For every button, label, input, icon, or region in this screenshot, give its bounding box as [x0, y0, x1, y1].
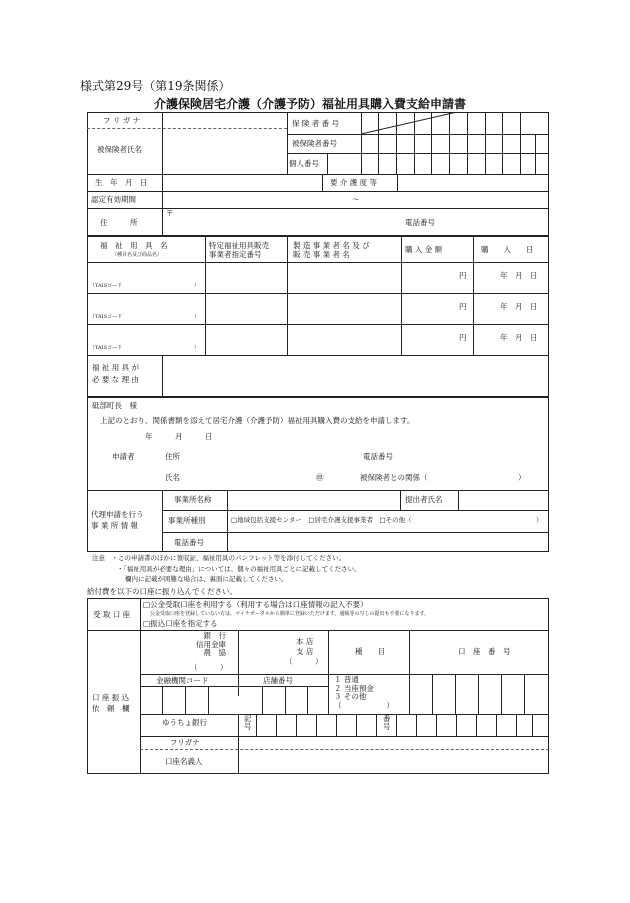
note-2: ・「福祉用具が必要な理由」については、個々の福祉用具ごとに記載してください。 — [117, 565, 361, 573]
branch-paren: （ ） — [285, 657, 323, 666]
holder-furigana-label: フリガナ — [170, 738, 200, 747]
note-3: 欄内に記載が困難な場合は、裏面に記載してください。 — [125, 575, 288, 583]
amount-header: 購 入 金 額 — [405, 245, 443, 254]
submitter-name-label: 提出者氏名 — [405, 495, 443, 504]
office-type-options[interactable]: □地域包括支援センター □居宅介護支援事業者 □その他（ — [231, 516, 412, 524]
tais-code-close: ） — [194, 314, 200, 320]
form-number: 様式第29号（第19条関係） — [80, 79, 231, 93]
insured-number-label: 被保険者番号 — [292, 139, 337, 148]
seal-mark: ㊞ — [316, 473, 324, 482]
yucho-bank-label: ゆうちょ銀行 — [162, 718, 207, 727]
addressee: 砥部町長 様 — [92, 401, 137, 410]
tais-code-close: ） — [194, 283, 200, 289]
insurer-number-label: 保 険 者 番 号 — [292, 119, 340, 128]
application-date: 年 月 日 — [145, 432, 213, 441]
postal-mark: 〒 — [166, 209, 174, 218]
office-name-label: 事業所名称 — [174, 495, 212, 504]
agent-info-label: 代理申請を行う 事 業 所 情 報 — [91, 510, 144, 530]
applicant-label: 申請者 — [112, 452, 135, 461]
yen-unit: 円 — [459, 302, 467, 311]
yen-unit: 円 — [459, 333, 467, 342]
purchase-date-format: 年 月 日 — [500, 271, 538, 280]
phone-label: 電話番号 — [405, 218, 435, 227]
payment-intro: 給付費を以下の口座に振り込んでください。 — [87, 587, 237, 596]
applicant-address-label: 住所 — [165, 452, 180, 461]
bank-type-labels: 銀 行 信用金庫 農 協 — [196, 631, 226, 658]
personal-number-label: 個人番号 — [289, 159, 319, 168]
bank-paren: （ ） — [190, 663, 228, 672]
tais-code-label: （TAISコード — [90, 345, 123, 351]
kigou-label: 記 号 — [244, 714, 252, 732]
agent-phone-label: 電話番号 — [174, 538, 204, 547]
furigana-label: フ リ ガ ナ — [103, 116, 141, 125]
account-type-options[interactable]: １ 普通 ２ 当座預金 ３ その他 （ ） — [334, 675, 394, 710]
maker-header: 製 造 事 業 者 名 及 び 販 売 事 業 者 名 — [293, 241, 370, 260]
item-name-subheader: （種目名及び商品名） — [112, 252, 163, 258]
yen-unit: 円 — [459, 271, 467, 280]
tais-code-label: （TAISコード — [90, 314, 123, 320]
birth-date-label: 生 年 月 日 — [95, 178, 148, 187]
purchase-date-format: 年 月 日 — [500, 302, 538, 311]
tais-code-label: （TAISコード — [90, 283, 123, 289]
branch-type-labels: 本 店 支 店 — [296, 637, 314, 656]
application-statement: 上記のとおり、関係書類を添えて居宅介護（介護予防）福祉用具購入費の支給を申請します。 — [100, 416, 415, 425]
dealer-number-header: 特定福祉用具販売 事業者指定番号 — [209, 241, 269, 260]
bank-code-label: 金融機関コード — [156, 676, 209, 685]
applicant-name-label: 氏名 — [165, 473, 180, 482]
purchase-date-header: 購 入 日 — [481, 245, 534, 254]
bangou-label: 番 号 — [383, 714, 391, 732]
public-account-option[interactable]: □公金受取口座を利用する（利用する場合は口座情報の記入不要） — [143, 600, 368, 609]
public-account-note: 公金受取口座を登録していない方は、マイナポータルから簡単に登録いただけます。通帳等の写しの提出も不要になります。 — [150, 611, 430, 617]
office-type-close: ） — [536, 516, 543, 524]
transfer-account-option[interactable]: □振込口座を指定する — [143, 619, 218, 628]
care-level-label: 要 介 護 度 等 — [330, 178, 378, 187]
office-type-label: 事業所種別 — [168, 516, 206, 525]
form-title: 介護保険居宅介護（介護予防）福祉用具購入費支給申請書 — [154, 97, 467, 111]
transfer-request-label: 口 座 振 込 依 頼 欄 — [92, 693, 130, 714]
note-1: 注意 ・この申請書のほかに領収証、福祉用具のパンフレット等を添付してください。 — [92, 554, 346, 562]
reason-label: 福 祉 用 具 が 必 要 な 理 由 — [92, 363, 140, 384]
account-type-header: 種 目 — [355, 647, 385, 656]
account-holder-label: 口座名義人 — [165, 757, 203, 766]
address-row — [87, 208, 549, 236]
account-number-header: 口 座 番 号 — [458, 647, 511, 656]
relation-label: 被保険者との関係（ — [360, 473, 428, 482]
tais-code-close: ） — [194, 345, 200, 351]
insured-name-label: 被保険者氏名 — [97, 145, 142, 154]
branch-number-label: 店舗番号 — [263, 676, 293, 685]
purchase-date-format: 年 月 日 — [500, 333, 538, 342]
relation-close: ） — [518, 473, 526, 482]
items-table — [87, 236, 549, 397]
applicant-phone-label: 電話番号 — [363, 452, 393, 461]
cert-period-separator: ～ — [352, 195, 360, 204]
item-name-header: 福 祉 用 具 名 — [100, 241, 168, 250]
cert-period-label: 認定有効期間 — [91, 195, 136, 204]
address-label: 住 所 — [100, 218, 138, 227]
diagonal-slash — [361, 112, 457, 134]
receive-account-label: 受 取 口 座 — [93, 610, 131, 619]
